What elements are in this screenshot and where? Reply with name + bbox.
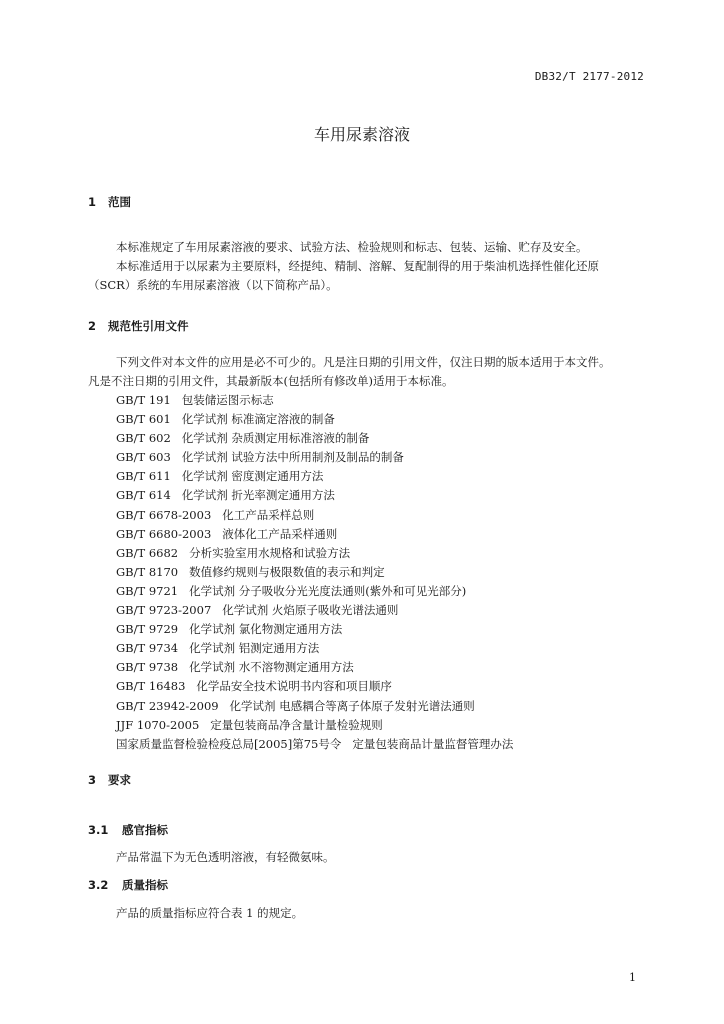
subsection-title: 质量指标	[122, 878, 168, 892]
document-title: 车用尿素溶液	[313, 125, 410, 144]
section-2-heading	[88, 318, 189, 334]
paragraph-text: 产品常温下为无色透明溶液，有轻微氨味。	[116, 850, 335, 864]
reference-item: GB/T 9734 化学试剂 铝测定通用方法	[116, 641, 320, 656]
paragraph	[88, 353, 658, 372]
reference-item: GB/T 16483 化学品安全技术说明书内容和项目顺序	[116, 679, 392, 694]
reference-item: JJF 1070-2005 定量包装商品净含量计量检验规则	[116, 717, 383, 732]
subsection-3-1-body	[88, 848, 658, 867]
reference-item: GB/T 601 化学试剂 标准滴定溶液的制备	[116, 412, 335, 427]
section-title: 范围	[108, 195, 131, 209]
reference-item: GB/T 9738 化学试剂 水不溶物测定通用方法	[116, 660, 354, 675]
paragraph	[88, 257, 658, 276]
paragraph-continuation: （SCR）系统的车用尿素溶液（以下简称产品）。	[88, 278, 338, 292]
reference-item: GB/T 6680-2003 液体化工产品采样通则	[116, 526, 338, 541]
reference-item: GB/T 611 化学试剂 密度测定通用方法	[116, 469, 324, 484]
section-title: 规范性引用文件	[108, 319, 189, 333]
paragraph-text: 本标准规定了车用尿素溶液的要求、试验方法、检验规则和标志、包装、运输、贮存及安全。	[116, 240, 588, 254]
reference-list	[116, 391, 513, 754]
paragraph-text: 下列文件对本文件的应用是必不可少的。凡是注日期的引用文件，仅注日期的版本适用于本文件。	[116, 355, 611, 369]
paragraph-text: 本标准适用于以尿素为主要原料，经提纯、精制、溶解、复配制得的用于柴油机选择性催化还原	[116, 259, 599, 273]
section-title: 要求	[108, 773, 131, 787]
subsection-3-2-heading	[88, 877, 168, 893]
standard-code: DB32/T 2177-2012	[534, 70, 644, 83]
reference-item: GB/T 602 化学试剂 杂质测定用标准溶液的制备	[116, 431, 370, 446]
page-number: 1	[629, 971, 636, 984]
reference-item: GB/T 23942-2009 化学试剂 电感耦合等离子体原子发射光谱法通则	[116, 698, 475, 713]
reference-item: GB/T 8170 数值修约规则与极限数值的表示和判定	[116, 564, 385, 579]
section-3-heading	[88, 772, 131, 788]
paragraph-text: 产品的质量指标应符合表 1 的规定。	[116, 906, 304, 920]
subsection-number: 3.2	[88, 878, 109, 892]
section-1-body	[88, 238, 658, 295]
reference-item: GB/T 603 化学试剂 试验方法中所用制剂及制品的制备	[116, 450, 404, 465]
reference-item: GB/T 614 化学试剂 折光率测定通用方法	[116, 488, 335, 503]
section-number: 3	[88, 773, 97, 787]
reference-item: GB/T 6682 分析实验室用水规格和试验方法	[116, 545, 351, 560]
reference-item: GB/T 9729 化学试剂 氯化物测定通用方法	[116, 622, 343, 637]
subsection-3-1-heading	[88, 822, 168, 838]
reference-item: GB/T 191 包装储运图示标志	[116, 393, 274, 407]
section-number: 1	[88, 195, 97, 209]
section-2-intro	[88, 353, 658, 391]
reference-item: 国家质量监督检验检疫总局[2005]第75号令 定量包装商品计量监督管理办法	[116, 736, 514, 751]
section-number: 2	[88, 319, 97, 333]
paragraph-continuation: 凡是不注日期的引用文件，其最新版本(包括所有修改单)适用于本标准。	[88, 374, 454, 388]
subsection-title: 感官指标	[122, 823, 168, 837]
reference-item: GB/T 9723-2007 化学试剂 火焰原子吸收光谱法通则	[116, 603, 399, 618]
subsection-number: 3.1	[88, 823, 109, 837]
section-1-heading	[88, 194, 131, 210]
reference-item: GB/T 6678-2003 化工产品采样总则	[116, 507, 315, 522]
reference-item: GB/T 9721 化学试剂 分子吸收分光光度法通则(紫外和可见光部分)	[116, 583, 467, 598]
subsection-3-2-body	[88, 904, 658, 923]
paragraph	[88, 238, 658, 257]
